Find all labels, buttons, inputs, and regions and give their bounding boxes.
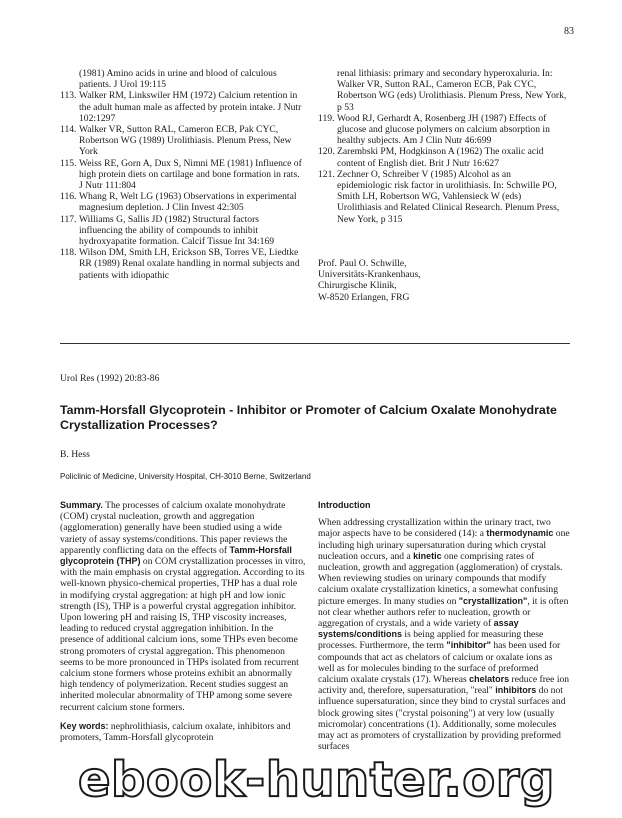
address-line: Prof. Paul O. Schwille, [318,258,407,269]
reference-item [318,68,568,113]
address-line: Chirurgische Klinik, [318,280,397,292]
intro-text: is being applied for measuring these processes. Furthermore, the term [318,629,544,652]
reference-number: 118. [60,247,77,259]
reference-number: 113. [60,90,77,102]
intro-text: has been used for compounds that act as chelators of calcium or oxalate ions as well as for molecules binding to the surface of preformed calcium oxalate crystals (17). Whereas [318,640,561,686]
reference-text: Walker VR, Sutton RAL, Cameron ECB, Pak CYC, Robertson WG (1989) Urolithiasis. Plenum Press, New York [79,124,292,158]
intro-text: one comprising rates of nucleation, growth and aggregation (agglomeration) of crystals. When reviewing studies on urinary compounds that modify calcium oxalate crystallization kinetics, a somewhat confusing picture emerges. In many studies on [318,550,563,607]
keywords-label: Key words: [60,720,109,731]
reference-text: (1981) Amino acids in urine and blood of calculous patients. J Urol 19:115 [79,68,277,91]
abstract-body [60,500,306,713]
journal-reference: Urol Res (1992) 20:83-86 [60,373,160,384]
references-right-column [318,68,568,225]
reference-text: Walker RM, Linkswiler HM (1972) Calcium retention in the adult human male as affected by protein intake. J Nutr 102:1297 [79,90,302,124]
address-line: Universitäts-Krankenhaus, [318,269,421,281]
reference-number: 120. [318,146,335,158]
reference-item [60,214,305,248]
intro-emphasis: kinetic [413,550,442,561]
intro-text: When addressing crystallization within the urinary tract, two major aspects have to be considered (14): a [318,517,551,540]
reference-text: Zechner O, Schreiber V (1985) Alcohol as an epidemiologic risk factor in urolithiasis. In: Schwille PO, Smith LH, Robertson WG, Vahlensieck W (eds) Urolithiasis and Related Clinical Research. Plenum Press, New York, p 315 [337,168,560,225]
reference-number: 115. [60,157,77,169]
reference-item [60,90,305,124]
reference-text: Wilson DM, Smith LH, Erickson SB, Torres VE, Liedtke RR (1989) Renal oxalate handling in normal subjects and patients with idiopathic [79,247,300,281]
intro-emphasis: thermodynamic [486,528,554,539]
reference-text: Williams G, Sallis JD (1982) Structural factors influencing the ability of compounds to inhibit hydroxyapatite formation. Calcif Tissue Int 34:169 [79,213,275,248]
intro-text: , it is often not clear whether authors refer to nucleation, growth or aggregation of crystals, and a wide variety of [318,595,569,630]
reference-item [318,169,568,225]
keywords [60,721,306,743]
abstract-text: The processes of calcium oxalate monohydrate (COM) crystal nucleation, growth and aggregation (agglomeration) generally have been studied using a wide variety of assay systems/conditions. This paper reviews the apparently conflicting data on the effects of [60,500,288,556]
reference-item [60,247,305,281]
introduction-body [318,517,570,752]
address-line: W-8520 Erlangen, FRG [318,291,410,303]
article-title: Tamm-Horsfall Glycoprotein - Inhibitor or Promoter of Calcium Oxalate Monohydrate Crystallization Processes? [60,403,557,432]
watermark: ebook-hunter.org [78,752,555,808]
reference-text: renal lithiasis: primary and secondary hyperoxaluria. In: Walker VR, Sutton RAL, Cameron ECB, Pak CYC, Robertson WG (eds) Urolithiasis. Plenum Press, New York, p 53 [337,68,567,113]
author-address [318,258,558,303]
abstract-label: Summary. [60,500,103,510]
introduction-section [318,500,570,752]
intro-emphasis: inhibitors [495,685,537,696]
abstract-text: on COM crystallization processes in vitro, with the main emphasis on crystal aggregation. According to its well-known physico-chemical properties, THP has a dual role in modifying crystal aggregation: at high pH and low ionic strength (IS), THP is a powerful crystal aggregation inhibitor. Upon lowering pH and raising IS, THP viscosity increases, leading to reduced crystal aggregation inhibition. In the presence of additional calcium ions, some THPs even become strong promoters of crystal aggregation. This phenomenon seems to be more pronounced in THPs isolated from recurrent calcium stone formers whose proteins exhibit an abnormally high tendency of polymerization. Recent studies suggest an inherited molecular abnormality of THP among some severe recurrent calcium stone formers. [60,556,306,713]
article-author: B. Hess [60,449,90,460]
reference-item [60,158,305,192]
reference-text: Whang R, Welt LG (1963) Observations in experimental magnesium depletion. J Clin Invest 42:305 [79,191,297,214]
reference-text: Wood RJ, Gerhardt A, Rosenberg JH (1987) Effects of glucose and glucose polymers on calcium absorption in healthy subjects. Am J Clin Nutr 46:699 [337,112,550,147]
intro-emphasis: "inhibitor" [446,640,491,651]
intro-emphasis: assay systems/conditions [318,618,519,640]
reference-item [60,191,305,213]
section-divider [60,343,570,344]
references-left-column [60,68,305,281]
reference-text: Weiss RE, Gorn A, Dux S, Nimni ME (1981) Influence of high protein diets on cartilage and bone formation in rats. J Nutr 111:804 [79,157,302,192]
abstract [60,500,306,743]
intro-emphasis: "crystallization" [458,595,528,606]
reference-text: Zarembski PM, Hodgkinson A (1962) The oxalic acid content of English diet. Brit J Nutr 16:627 [337,146,544,169]
reference-item [318,146,568,168]
reference-item [60,68,305,90]
reference-number: 114. [60,124,77,136]
reference-item [318,113,568,147]
reference-number: 116. [60,191,77,203]
reference-number: 119. [318,112,335,124]
reference-number: 121. [318,168,335,180]
abstract-emphasis: Tamm-Horsfall glycoprotein (THP) [60,544,292,567]
intro-text: one including high urinary supersaturation during which crystal nucleation occurs, and a [318,528,570,562]
page-number: 83 [564,26,574,37]
intro-text: reduce free ion activity and, therefore, supersaturation, "real" [318,674,570,697]
intro-emphasis: chelators [469,674,510,685]
keywords-text: nephrolithiasis, calcium oxalate, inhibitors and promoters, Tamm-Horsfall glycoprotein [60,720,291,744]
reference-number: 117. [60,213,77,225]
intro-text: do not influence supersaturation, since they bind to crystal surfaces and block growing sites ("crystal poisoning") at very low (usually micromolar) concentrations (1). Additionally, some molecules may act as promoters of crystallization by providing preformed surfaces [318,685,566,753]
author-affiliation: Policlinic of Medicine, University Hospital, CH-3010 Berne, Switzerland [60,472,311,481]
reference-item [60,124,305,158]
introduction-heading: Introduction [318,500,371,510]
